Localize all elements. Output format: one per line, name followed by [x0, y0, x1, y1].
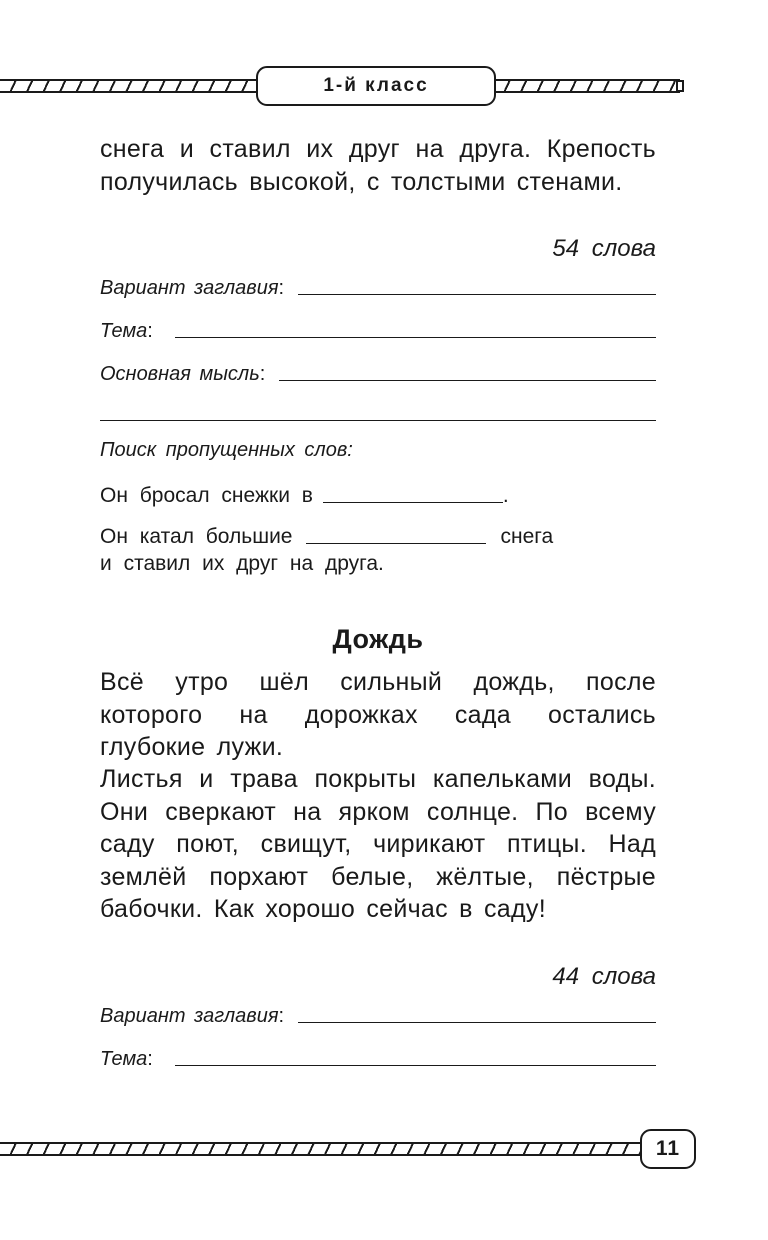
theme-answer-line[interactable] [175, 337, 656, 338]
header-band-left [0, 79, 258, 93]
sentence2-blank[interactable] [306, 542, 486, 544]
story1-title-variant-field: Вариант заглавия : [100, 272, 656, 300]
header-band-end [676, 80, 684, 92]
sentence2-line2: и ставил их друг на друга. [100, 552, 384, 575]
sentence2-text: Он катал большие [100, 525, 293, 548]
main-idea-extra-line[interactable] [100, 420, 656, 421]
story1-theme-field: Тема : [100, 315, 656, 343]
sentence1-text: Он бросал снежки в [100, 484, 313, 507]
story2-paragraph-1: Всё утро шёл сильный дождь, после которого на дорожках сада остались глубокие лужи. [100, 668, 656, 761]
story2-title-variant-field: Вариант заглавия : [100, 1000, 656, 1028]
sentence1-end: . [502, 484, 509, 507]
theme-label: Тема [100, 1048, 148, 1070]
title-variant-label: Вариант заглавия [100, 1005, 279, 1027]
missing-word-sentence-2-cont [100, 552, 384, 576]
title-variant-label: Вариант заглавия [100, 277, 279, 299]
missing-words-heading: Поиск пропущенных слов: [100, 439, 353, 461]
story1-main-idea-field: Основная мысль : [100, 358, 656, 386]
page-number: 11 [640, 1129, 696, 1169]
missing-word-sentence-2 [100, 521, 553, 549]
story2-word-count: 44 слова [552, 963, 656, 990]
story2-paragraph-2: Листья и трава покрыты капельками воды. Они сверкают на ярком солнце. По всему саду поют, свищут, чирикают птицы. Над землёй порхают белые, жёлтые, пёстрые бабочки. Как хорошо сейчас в саду! [100, 765, 656, 923]
main-idea-answer-line[interactable] [279, 380, 656, 381]
header-band-right [494, 79, 680, 93]
story1-word-count: 54 слова [552, 235, 656, 262]
title-variant-answer-line[interactable] [298, 294, 656, 295]
sentence1-blank[interactable] [323, 501, 503, 503]
grade-label: 1-й класс [256, 66, 496, 106]
footer-band [0, 1142, 644, 1156]
sentence2-word: снега [500, 525, 554, 548]
theme-label: Тема [100, 320, 148, 342]
theme-answer-line[interactable] [175, 1065, 656, 1066]
story1-text: снега и ставил их друг на друга. Крепость получилась высокой, с толстыми стенами. [100, 135, 656, 196]
story2-title: Дождь [332, 624, 424, 654]
story2-theme-field: Тема : [100, 1043, 656, 1071]
title-variant-answer-line[interactable] [298, 1022, 656, 1023]
main-idea-label: Основная мысль [100, 363, 260, 385]
missing-word-sentence-1 [100, 480, 509, 508]
